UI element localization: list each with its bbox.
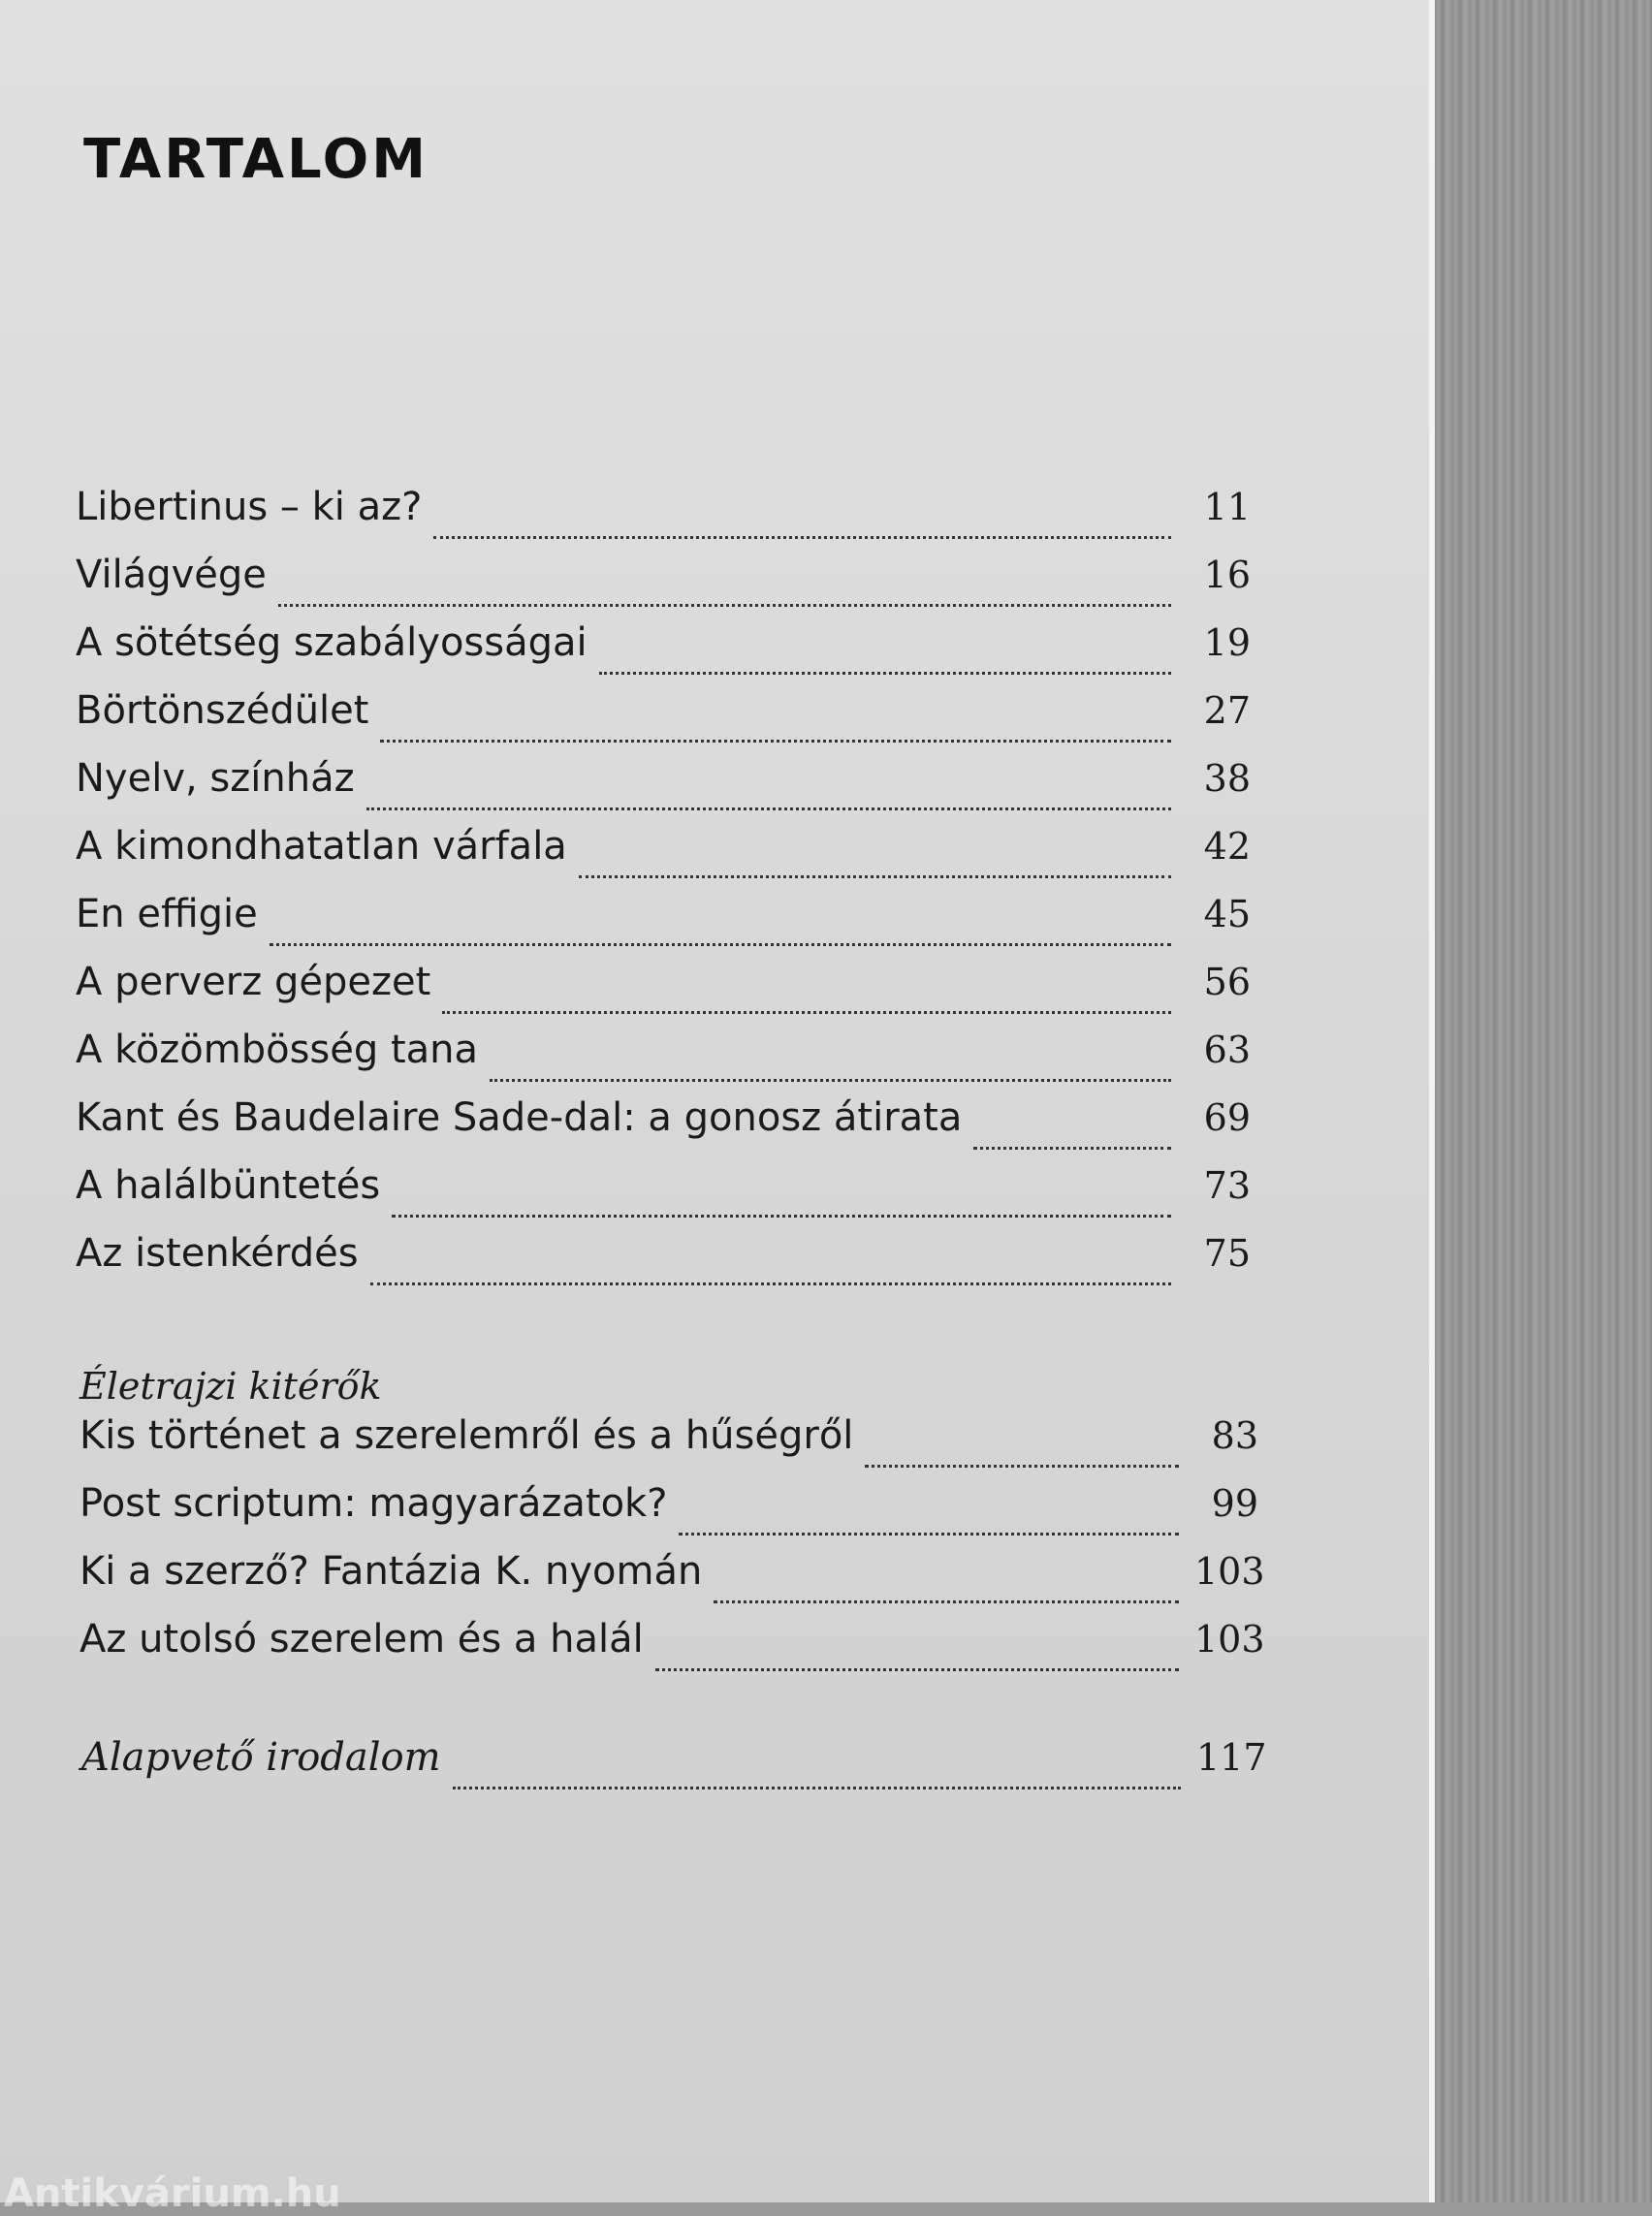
toc-entry-bibliography	[81, 1735, 1267, 1803]
toc-entry-title: Világvége	[76, 553, 267, 597]
dot-leader	[380, 739, 1171, 743]
toc-entry-page: 16	[1203, 554, 1251, 596]
toc-entry-page: 63	[1203, 1029, 1251, 1071]
dot-leader	[370, 1282, 1171, 1285]
toc-entry-page: 38	[1203, 757, 1251, 800]
toc-entry-page: 83	[1211, 1414, 1258, 1457]
dot-leader	[453, 1786, 1181, 1789]
toc-entry-title: A kimondhatatlan várfala	[76, 824, 567, 869]
background-surface	[1435, 0, 1652, 2202]
watermark-text: Antikvárium.hu	[4, 2171, 341, 2216]
toc-entry	[76, 620, 1251, 688]
toc-entry-title: Az istenkérdés	[76, 1231, 359, 1276]
toc-entry	[79, 1413, 1258, 1481]
toc-entry	[79, 1617, 1265, 1685]
dot-leader	[714, 1599, 1179, 1603]
toc-entry-page: 56	[1203, 961, 1251, 1003]
toc-entry	[76, 1028, 1251, 1095]
section-heading: Életrajzi kitérők	[79, 1365, 382, 1408]
toc-entry	[79, 1481, 1258, 1549]
toc-entry-page: 69	[1203, 1096, 1251, 1139]
dot-leader	[679, 1532, 1179, 1535]
dot-leader	[392, 1214, 1171, 1218]
toc-entry-title: Az utolsó szerelem és a halál	[79, 1617, 644, 1662]
toc-entry	[79, 1549, 1265, 1617]
toc-entry-title: A közömbösség tana	[76, 1028, 479, 1072]
dot-leader	[490, 1078, 1171, 1082]
toc-entry-title: Börtönszédület	[76, 688, 369, 733]
toc-entry-page: 103	[1194, 1618, 1265, 1661]
toc-entry-page: 42	[1203, 825, 1251, 868]
toc-entry-title: Libertinus – ki az?	[76, 485, 423, 529]
dot-leader	[433, 535, 1171, 539]
dot-leader	[973, 1146, 1171, 1150]
toc-entry-title: A sötétség szabályosságai	[76, 620, 588, 665]
toc-entry-page: 19	[1203, 621, 1251, 664]
dot-leader	[599, 671, 1171, 675]
toc-entry	[76, 960, 1251, 1028]
dot-leader	[655, 1667, 1179, 1671]
toc-entry-page: 27	[1203, 689, 1251, 732]
toc-entry-page: 11	[1203, 486, 1251, 528]
dot-leader	[366, 807, 1171, 810]
toc-entry	[76, 688, 1251, 756]
toc-entry	[76, 1095, 1251, 1163]
toc-entry	[76, 553, 1251, 620]
toc-entry	[76, 485, 1251, 553]
toc-entry-title: Post scriptum: magyarázatok?	[79, 1481, 668, 1526]
toc-entry-page: 117	[1196, 1736, 1267, 1779]
toc-entry	[76, 756, 1251, 824]
toc-entry-page: 99	[1211, 1482, 1258, 1525]
toc-entry-title: Kis történet a szerelemről és a hűségről	[79, 1413, 854, 1458]
toc-entry-title: Nyelv, színház	[76, 756, 355, 801]
toc-entry	[76, 892, 1251, 960]
toc-entry-page: 45	[1203, 893, 1251, 935]
dot-leader	[270, 942, 1171, 946]
toc-entry-title: Kant és Baudelaire Sade-dal: a gonosz átirata	[76, 1095, 963, 1140]
toc-entry-title: Alapvető irodalom	[81, 1735, 441, 1780]
toc-entry-title: Ki a szerző? Fantázia K. nyomán	[79, 1549, 703, 1594]
toc-entry	[76, 1163, 1251, 1231]
dot-leader	[579, 874, 1171, 878]
toc-entry-page: 75	[1203, 1232, 1251, 1275]
toc-entry	[76, 824, 1251, 892]
dot-leader	[865, 1464, 1179, 1468]
toc-entry	[76, 1231, 1251, 1299]
dot-leader	[278, 603, 1171, 607]
toc-entry-page: 73	[1203, 1164, 1251, 1207]
page-title: TARTALOM	[83, 128, 429, 191]
toc-entry-title: A halálbüntetés	[76, 1163, 381, 1208]
toc-entry-title: A perverz gépezet	[76, 960, 431, 1004]
toc-entry-title: En effigie	[76, 892, 258, 936]
dot-leader	[442, 1010, 1171, 1014]
toc-entry-page: 103	[1194, 1550, 1265, 1593]
